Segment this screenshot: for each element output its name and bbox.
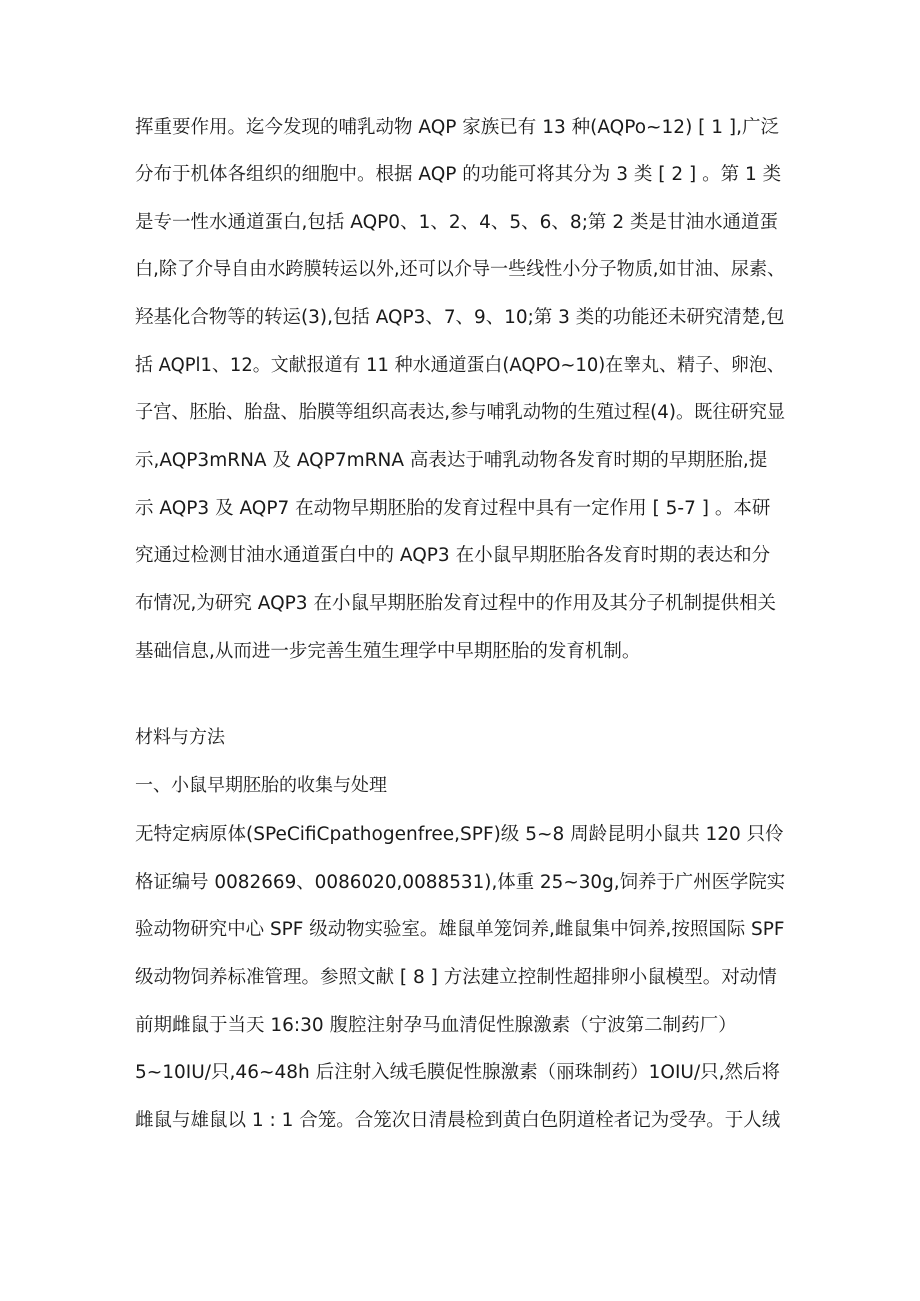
section-title: 材料与方法 <box>135 727 225 748</box>
methods-line-1: 无特定病原体(SPeCifiCpathogenfree,SPF)级 5~8 周龄昆明小鼠共 120 只伶 <box>135 824 784 845</box>
methods-line-6: 5~10IU/只,46~48h 后注射入绒毛膜促性腺激素（丽珠制药）1OIU/只,然后将 <box>135 1062 781 1083</box>
intro-line-3: 是专一性水通道蛋白,包括 AQP0、1、2、4、5、6、8;第 2 类是甘油水通道蛋 <box>135 212 778 233</box>
intro-line-12: 基础信息,从而进一步完善生殖生理学中早期胚胎的发育机制。 <box>135 641 641 662</box>
intro-line-10: 究通过检测甘油水通道蛋白中的 AQP3 在小鼠早期胚胎各发育时期的表达和分 <box>135 545 771 566</box>
intro-line-1: 挥重要作用。迄今发现的哺乳动物 AQP 家族已有 13 种(AQPo~12) [ 1 ],广泛 <box>135 117 780 138</box>
intro-line-11: 布情况,为研究 AQP3 在小鼠早期胚胎发育过程中的作用及其分子机制提供相关 <box>135 593 776 614</box>
intro-line-9: 示 AQP3 及 AQP7 在动物早期胚胎的发育过程中具有一定作用 [ 5-7 ] 。本研 <box>135 498 771 519</box>
intro-line-8: 示,AQP3mRNA 及 AQP7mRNA 高表达于哺乳动物各发育时期的早期胚胎,提 <box>135 450 768 471</box>
methods-line-2: 格证编号 0082669、0086020,0088531),体重 25~30g,饲养于广州医学院实 <box>135 872 786 893</box>
subsection-title: 一、小鼠早期胚胎的收集与处理 <box>135 775 387 796</box>
methods-line-4: 级动物饲养标准管理。参照文献 [ 8 ] 方法建立控制性超排卵小鼠模型。对动情 <box>135 967 777 988</box>
intro-line-7: 子宫、胚胎、胎盘、胎膜等组织高表达,参与哺乳动物的生殖过程(4)。既往研究显 <box>135 402 786 423</box>
methods-line-3: 验动物研究中心 SPF 级动物实验室。雄鼠单笼饲养,雌鼠集中饲养,按照国际 SPF <box>135 919 785 940</box>
intro-line-2: 分布于机体各组织的细胞中。根据 AQP 的功能可将其分为 3 类 [ 2 ] 。第 1 类 <box>135 164 782 185</box>
intro-line-4: 白,除了介导自由水跨膜转运以外,还可以介导一些线性小分子物质,如甘油、尿素、 <box>135 259 786 280</box>
methods-line-5: 前期雌鼠于当天 16:30 腹腔注射孕马血清促性腺激素（宁波第二制药厂） <box>135 1015 737 1036</box>
intro-line-6: 括 AQPl1、12。文献报道有 11 种水通道蛋白(AQPO~10)在睾丸、精子、卵泡、 <box>135 355 785 376</box>
methods-line-7: 雌鼠与雄鼠以 1 : 1 合笼。合笼次日清晨检到黄白色阴道栓者记为受孕。于人绒 <box>135 1110 781 1131</box>
intro-line-5: 羟基化合物等的转运(3),包括 AQP3、7、9、10;第 3 类的功能还未研究清楚,包 <box>135 307 785 328</box>
